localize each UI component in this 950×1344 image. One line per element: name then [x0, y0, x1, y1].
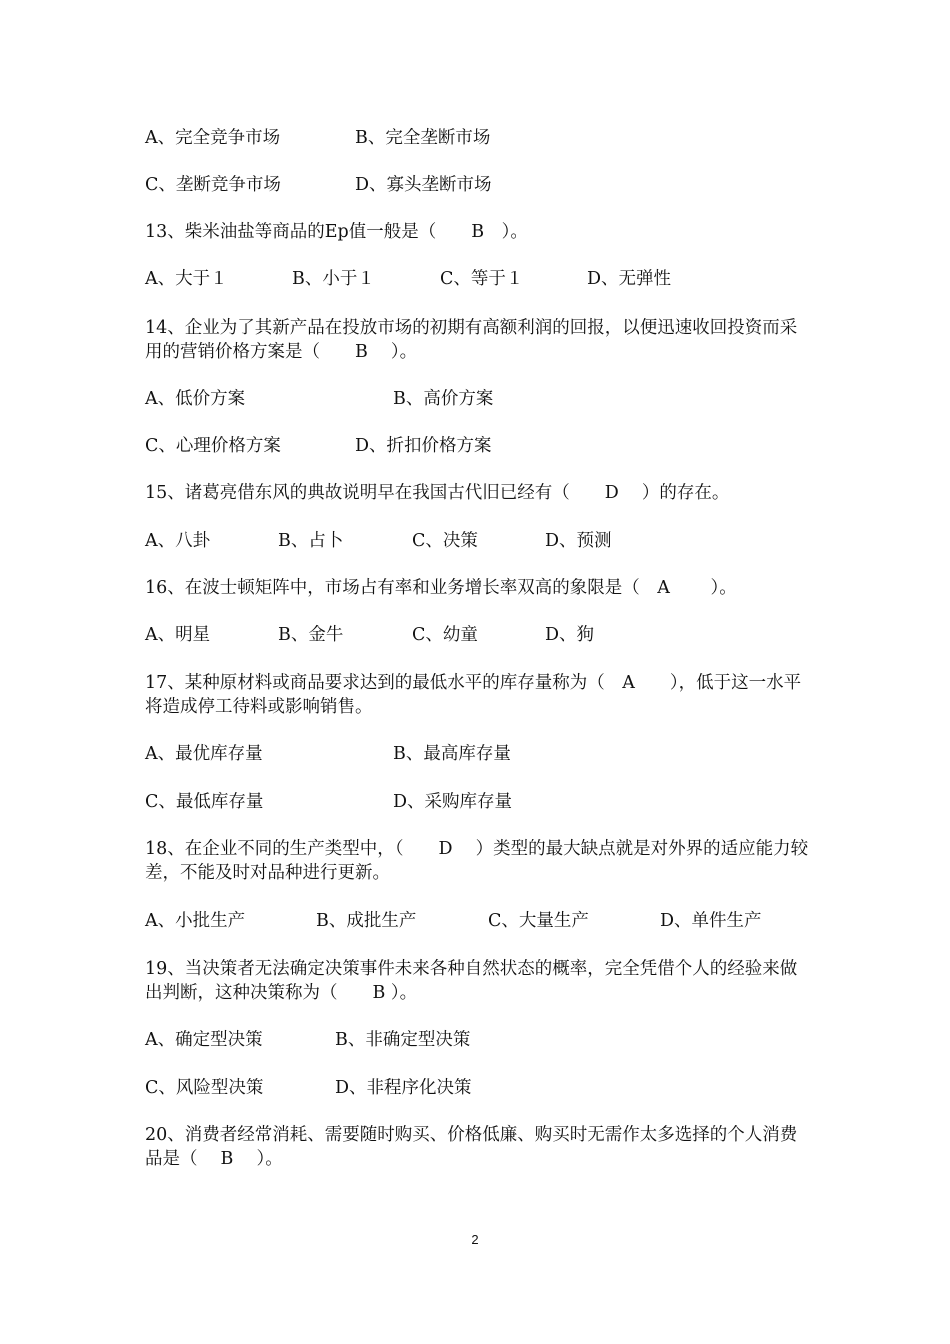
- q17-option-a: A、最优库存量: [145, 744, 263, 764]
- q16-text: 16、在波士顿矩阵中，市场占有率和业务增长率双高的象限是（ A ）。: [145, 578, 737, 598]
- q18-text: 18、在企业不同的生产类型中，（ D ）类型的最大缺点就是对外界的适应能力较差，不能及时对品种进行更新。: [145, 839, 809, 883]
- q14-option-b: B、高价方案: [393, 389, 494, 409]
- q19-option-d: D、非程序化决策: [335, 1078, 472, 1098]
- q12-option-d: D、寡头垄断市场: [355, 175, 492, 195]
- q13-text: 13、柴米油盐等商品的Ep值一般是（ B ）。: [145, 222, 528, 242]
- q14-option-a: A、低价方案: [145, 389, 246, 409]
- q18-option-b: B、成批生产: [316, 911, 417, 931]
- q19-option-a: A、确定型决策: [145, 1030, 263, 1050]
- q16-option-a: A、明星: [145, 625, 211, 645]
- q17-text: 17、某种原材料或商品要求达到的最低水平的库存量称为（ A ），低于这一水平将造成停工待料或影响销售。: [145, 673, 802, 717]
- q19-option-b: B、非确定型决策: [335, 1030, 471, 1050]
- q19-text: 19、当决策者无法确定决策事件未来各种自然状态的概率，完全凭借个人的经验来做出判断，这种决策称为（ B ）。: [145, 959, 798, 1003]
- q17-option-c: C、最低库存量: [145, 792, 264, 812]
- q17-option-d: D、采购库存量: [393, 792, 513, 812]
- q13-option-d: D、无弹性: [587, 269, 672, 289]
- q18-option-a: A、小批生产: [145, 911, 246, 931]
- q12-option-c: C、垄断竞争市场: [145, 175, 281, 195]
- q15-option-a: A、八卦: [145, 531, 211, 551]
- q17-option-b: B、最高库存量: [393, 744, 511, 764]
- q19-option-c: C、风险型决策: [145, 1078, 264, 1098]
- q12-option-a: A、完全竞争市场: [145, 128, 281, 148]
- q14-text: 14、企业为了其新产品在投放市场的初期有高额利润的回报，以便迅速收回投资而采用的营销价格方案是（ B ）。: [145, 318, 798, 362]
- q15-text: 15、诸葛亮借东风的典故说明早在我国古代旧已经有（ D ）的存在。: [145, 483, 730, 503]
- q13-option-c: C、等于１: [440, 269, 524, 289]
- q14-option-c: C、心理价格方案: [145, 436, 281, 456]
- q18-option-c: C、大量生产: [488, 911, 589, 931]
- q13-option-a: A、大于１: [145, 269, 228, 289]
- q14-option-d: D、折扣价格方案: [355, 436, 492, 456]
- q16-option-c: C、幼童: [412, 625, 478, 645]
- q20-text: 20、消费者经常消耗、需要随时购买、价格低廉、购买时无需作太多选择的个人消费品是（ B ）。: [145, 1125, 798, 1169]
- page-number: 2: [471, 1232, 479, 1247]
- q16-option-d: D、狗: [545, 625, 595, 645]
- q16-option-b: B、金牛: [278, 625, 344, 645]
- q12-option-b: B、完全垄断市场: [355, 128, 491, 148]
- q18-option-d: D、单件生产: [660, 911, 762, 931]
- q15-option-b: B、占卜: [278, 531, 344, 551]
- q15-option-d: D、预测: [545, 531, 612, 551]
- q13-option-b: B、小于１: [292, 269, 375, 289]
- q15-option-c: C、决策: [412, 531, 478, 551]
